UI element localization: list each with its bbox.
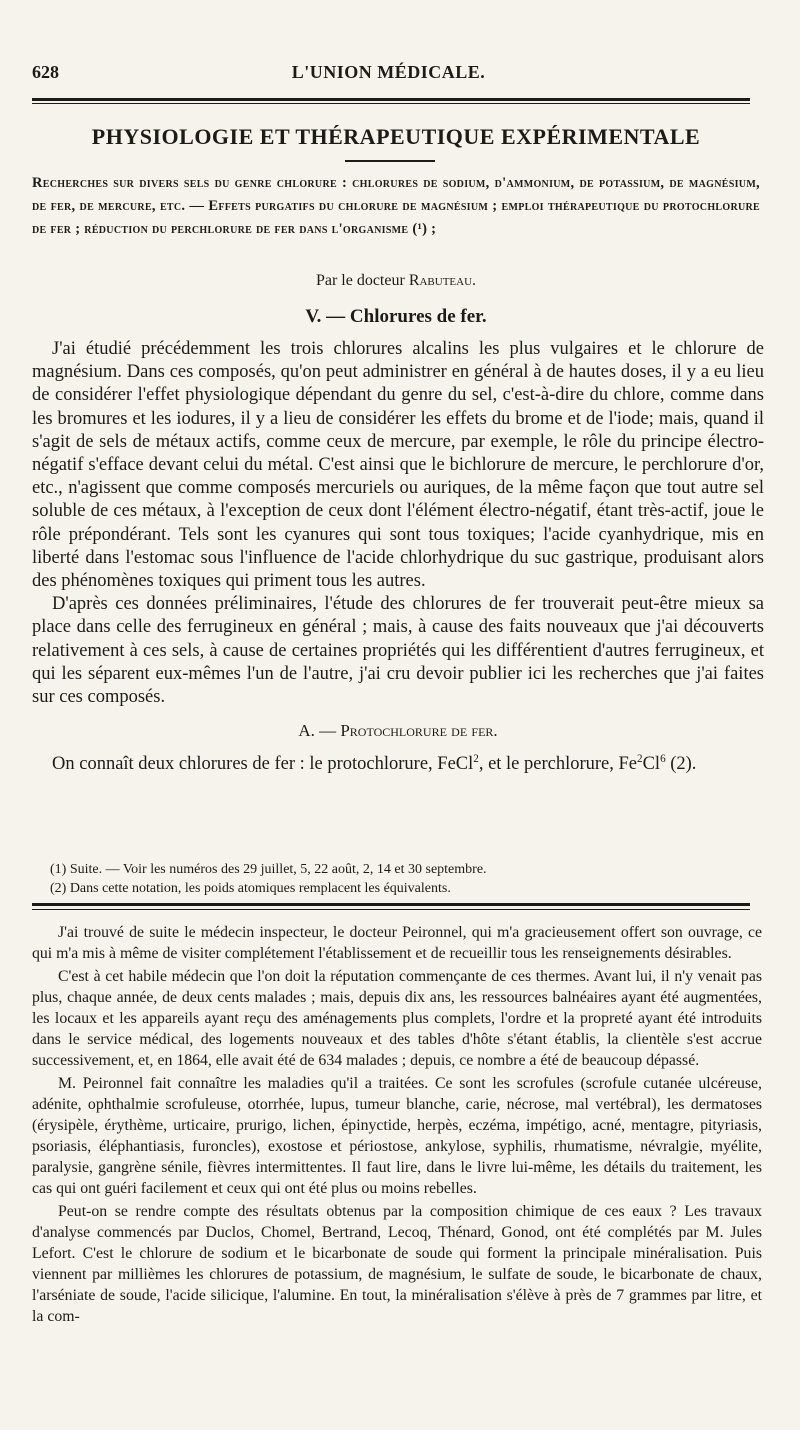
header-rule-thick bbox=[32, 98, 750, 101]
paragraph: J'ai étudié précédemment les trois chlorures alcalins les plus vulgaires et le chlorure de magnésium. Dans ces composés, qu'on peut administrer en général à de hautes doses, il y a eu lieu de considérer l'effet physiologique dépendant du genre du sel, c'est-à-dire du chlore, comme dans les bromures et les iodures, il y a lieu de considérer les effets du brome et de l'iode; mais, quand il s'agit de sels de métaux actifs, comme ceux de mercure, par exemple, le rôle du principe électro-négatif s'efface devant celui du métal. C'est ainsi que le bichlorure de mercure, le perchlorure d'or, etc., n'agissent que comme composés mercuriels ou auriques, de la même façon que tout autre sel soluble de ces métaux, à l'exception de ceux dont l'élément électro-négatif, étant très-actif, joue le rôle prépondérant. Tels sont les cyanures qui sont tous toxiques; l'acide cyanhydrique, mis en liberté dans l'estomac sous l'influence de l'acide chlorhydrique du suc gastrique, produisant alors des phénomènes toxiques qui priment tous les autres. bbox=[32, 339, 764, 592]
paragraph-formula bbox=[32, 748, 764, 776]
main-article-body bbox=[32, 338, 764, 777]
feuilleton-rule-thin bbox=[32, 909, 750, 910]
paragraph: J'ai trouvé de suite le médecin inspecteur, le docteur Peironnel, qui m'a gracieusement offert son ouvrage, ce qui m'a mis à même de visiter complétement l'établissement et de recueillir tous les renseignements désirables. bbox=[32, 924, 762, 962]
formula-superscript: 2 bbox=[473, 753, 479, 766]
footnote: (1) Suite. — Voir les numéros des 29 juillet, 5, 22 août, 2, 14 et 30 septembre. bbox=[50, 862, 487, 877]
header-rule-thin bbox=[32, 103, 750, 104]
paragraph: C'est à cet habile médecin que l'on doit la réputation commençante de ces thermes. Avant lui, il n'y venait pas plus, chaque année, de deux cents malades ; mais, depuis dix ans, les ressources balnéaires ayant été augmentées, les locaux et les appareils ayant reçu des aménagements plus complets, l'ordre et la propreté ayant été introduits dans le service médical, des logements nouveaux et des tables d'hôte s'étant établis, la clientèle s'est accrue successivement, et, en 1864, elle avait été de 634 malades ; depuis, ce nombre a été de beaucoup dépassé. bbox=[32, 968, 762, 1069]
author-prefix: Par le docteur bbox=[315, 272, 405, 289]
footnotes bbox=[50, 860, 760, 898]
feuilleton-rule-thick bbox=[32, 903, 750, 906]
running-title: L'UNION MÉDICALE. bbox=[291, 62, 486, 82]
formula-superscript: 6 bbox=[660, 753, 666, 766]
footnote: (2) Dans cette notation, les poids atomiques remplacent les équivalents. bbox=[50, 881, 451, 896]
formula-text: Cl bbox=[642, 754, 661, 775]
formula-text: (2). bbox=[665, 754, 697, 775]
subsection-prefix: A. — bbox=[298, 721, 337, 741]
feuilleton-body bbox=[32, 922, 762, 1329]
title-rule bbox=[345, 160, 435, 162]
author-line bbox=[32, 272, 760, 290]
paragraph: M. Peironnel fait connaître les maladies qu'il a traitées. Ce sont les scrofules (scrofule cutanée ulcéreuse, adénite, ophthalmie scrofuleuse, otorrhée, lupus, tumeur blanche, carie, nécrose, mal vertébral), les dermatoses (érysipèle, érythème, urticaire, prurigo, lichen, épinyctide, herpès, eczéma, impétigo, acné, mentagre, pityriasis, psoriasis, éléphantiasis, furoncles), exostose et périostose, ankylose, syphilis, rhumatisme, névralgie, myélite, paralysie, gangrène sénile, fièvres intermittentes. Il faut lire, dans le livre lui-même, les détails du traitement, les cas qui ont guéri facilement et ceux qui ont été plus ou moins rebelles. bbox=[32, 1075, 762, 1197]
author-name: Rabuteau. bbox=[408, 272, 477, 289]
formula-text: On connaît deux chlorures de fer : le protochlorure, FeCl bbox=[52, 754, 474, 775]
article-heading: Recherches sur divers sels du genre chlorure : chlorures de sodium, d'ammonium, de potassium, de magnésium, de fer, de mercure, etc. — Effets purgatifs du chlorure de magnésium ; emploi thérapeutique du protochlorure de fer ; réduction du perchlorure de fer dans l'organisme (¹) ; bbox=[32, 175, 760, 237]
chapter-subhead: V. — Chlorures de fer. bbox=[305, 306, 487, 327]
page-number: 628 bbox=[32, 62, 59, 82]
paragraph: Peut-on se rendre compte des résultats obtenus par la composition chimique de ces eaux ? Les travaux d'analyse commencés par Duclos, Chomel, Bertrand, Lecoq, Thénard, Gonod, ont été complétés par M. Jules Lefort. C'est le chlorure de sodium et le bicarbonate de soude qui forment la principale minéralisation. Puis viennent par millièmes les chlorures de potassium, de magnésium, le sulfate de soude, le bicarbonate de chaux, l'arséniate de soude, l'acide silicique, l'alumine. En tout, la minéralisation s'élève à près de 7 grammes par litre, et la com- bbox=[32, 1203, 762, 1325]
section-title: PHYSIOLOGIE ET THÉRAPEUTIQUE EXPÉRIMENTALE bbox=[91, 124, 701, 149]
formula-superscript: 2 bbox=[637, 753, 643, 766]
paragraph: D'après ces données préliminaires, l'étude des chlorures de fer trouverait peut-être mieux sa place dans celle des ferrugineux en général ; mais, à cause des faits nouveaux que j'ai découverts relativement à ces sels, à cause de certaines propriétés qui les différentient d'autres ferrugineux, et qui les séparent eux-mêmes l'un de l'autre, j'ai cru devoir publier ici les recherches que j'ai faites sur ces composés. bbox=[32, 594, 764, 708]
subsection-title: Protochlorure de fer. bbox=[340, 721, 498, 741]
running-header bbox=[32, 62, 745, 86]
formula-text: , et le perchlorure, Fe bbox=[478, 754, 638, 775]
subsection-heading bbox=[32, 719, 764, 742]
